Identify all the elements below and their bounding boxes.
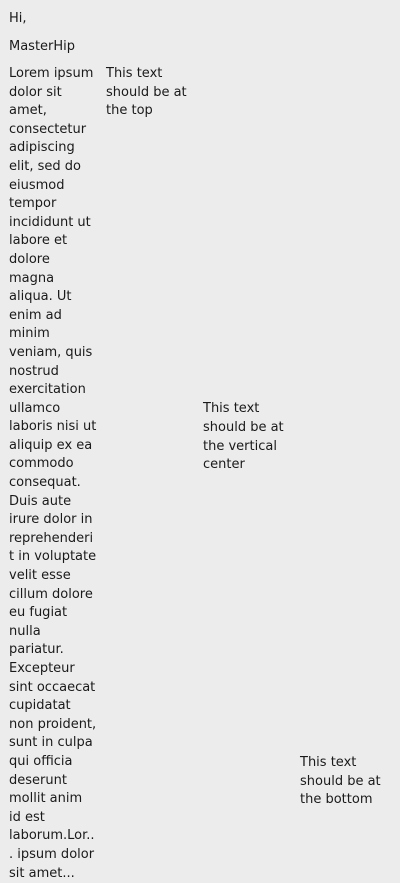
center-column (194, 400, 291, 474)
columns-row (0, 65, 400, 881)
bottom-column (291, 754, 388, 810)
username-label: MasterHip (9, 39, 76, 54)
top-column (97, 65, 194, 121)
lorem-text: Lorem ipsum dolor sit amet, consectetur adipiscing elit, sed do eiusmod tempor incididunt ut labore et dolore magna aliqua. Ut enim ad minim veniam, quis nostrud exercitation ullamco laboris nisi ut aliquip ex ea commodo consequat. Duis aute irure dolor in reprehenderit in voluptate velit esse cillum dolore eu fugiat nulla pariatur. Excepteur sint occaecat cupidatat non proident, sunt in culpa qui officia deserunt mollit anim id est laborum.Lor... ipsum dolor sit amet... (9, 66, 97, 881)
bottom-text: This text should be at the bottom (300, 755, 381, 808)
center-text: This text should be at the vertical center (203, 401, 284, 473)
lorem-column (0, 65, 97, 881)
greeting-label: Hi, (9, 11, 27, 26)
top-text: This text should be at the top (106, 66, 187, 119)
